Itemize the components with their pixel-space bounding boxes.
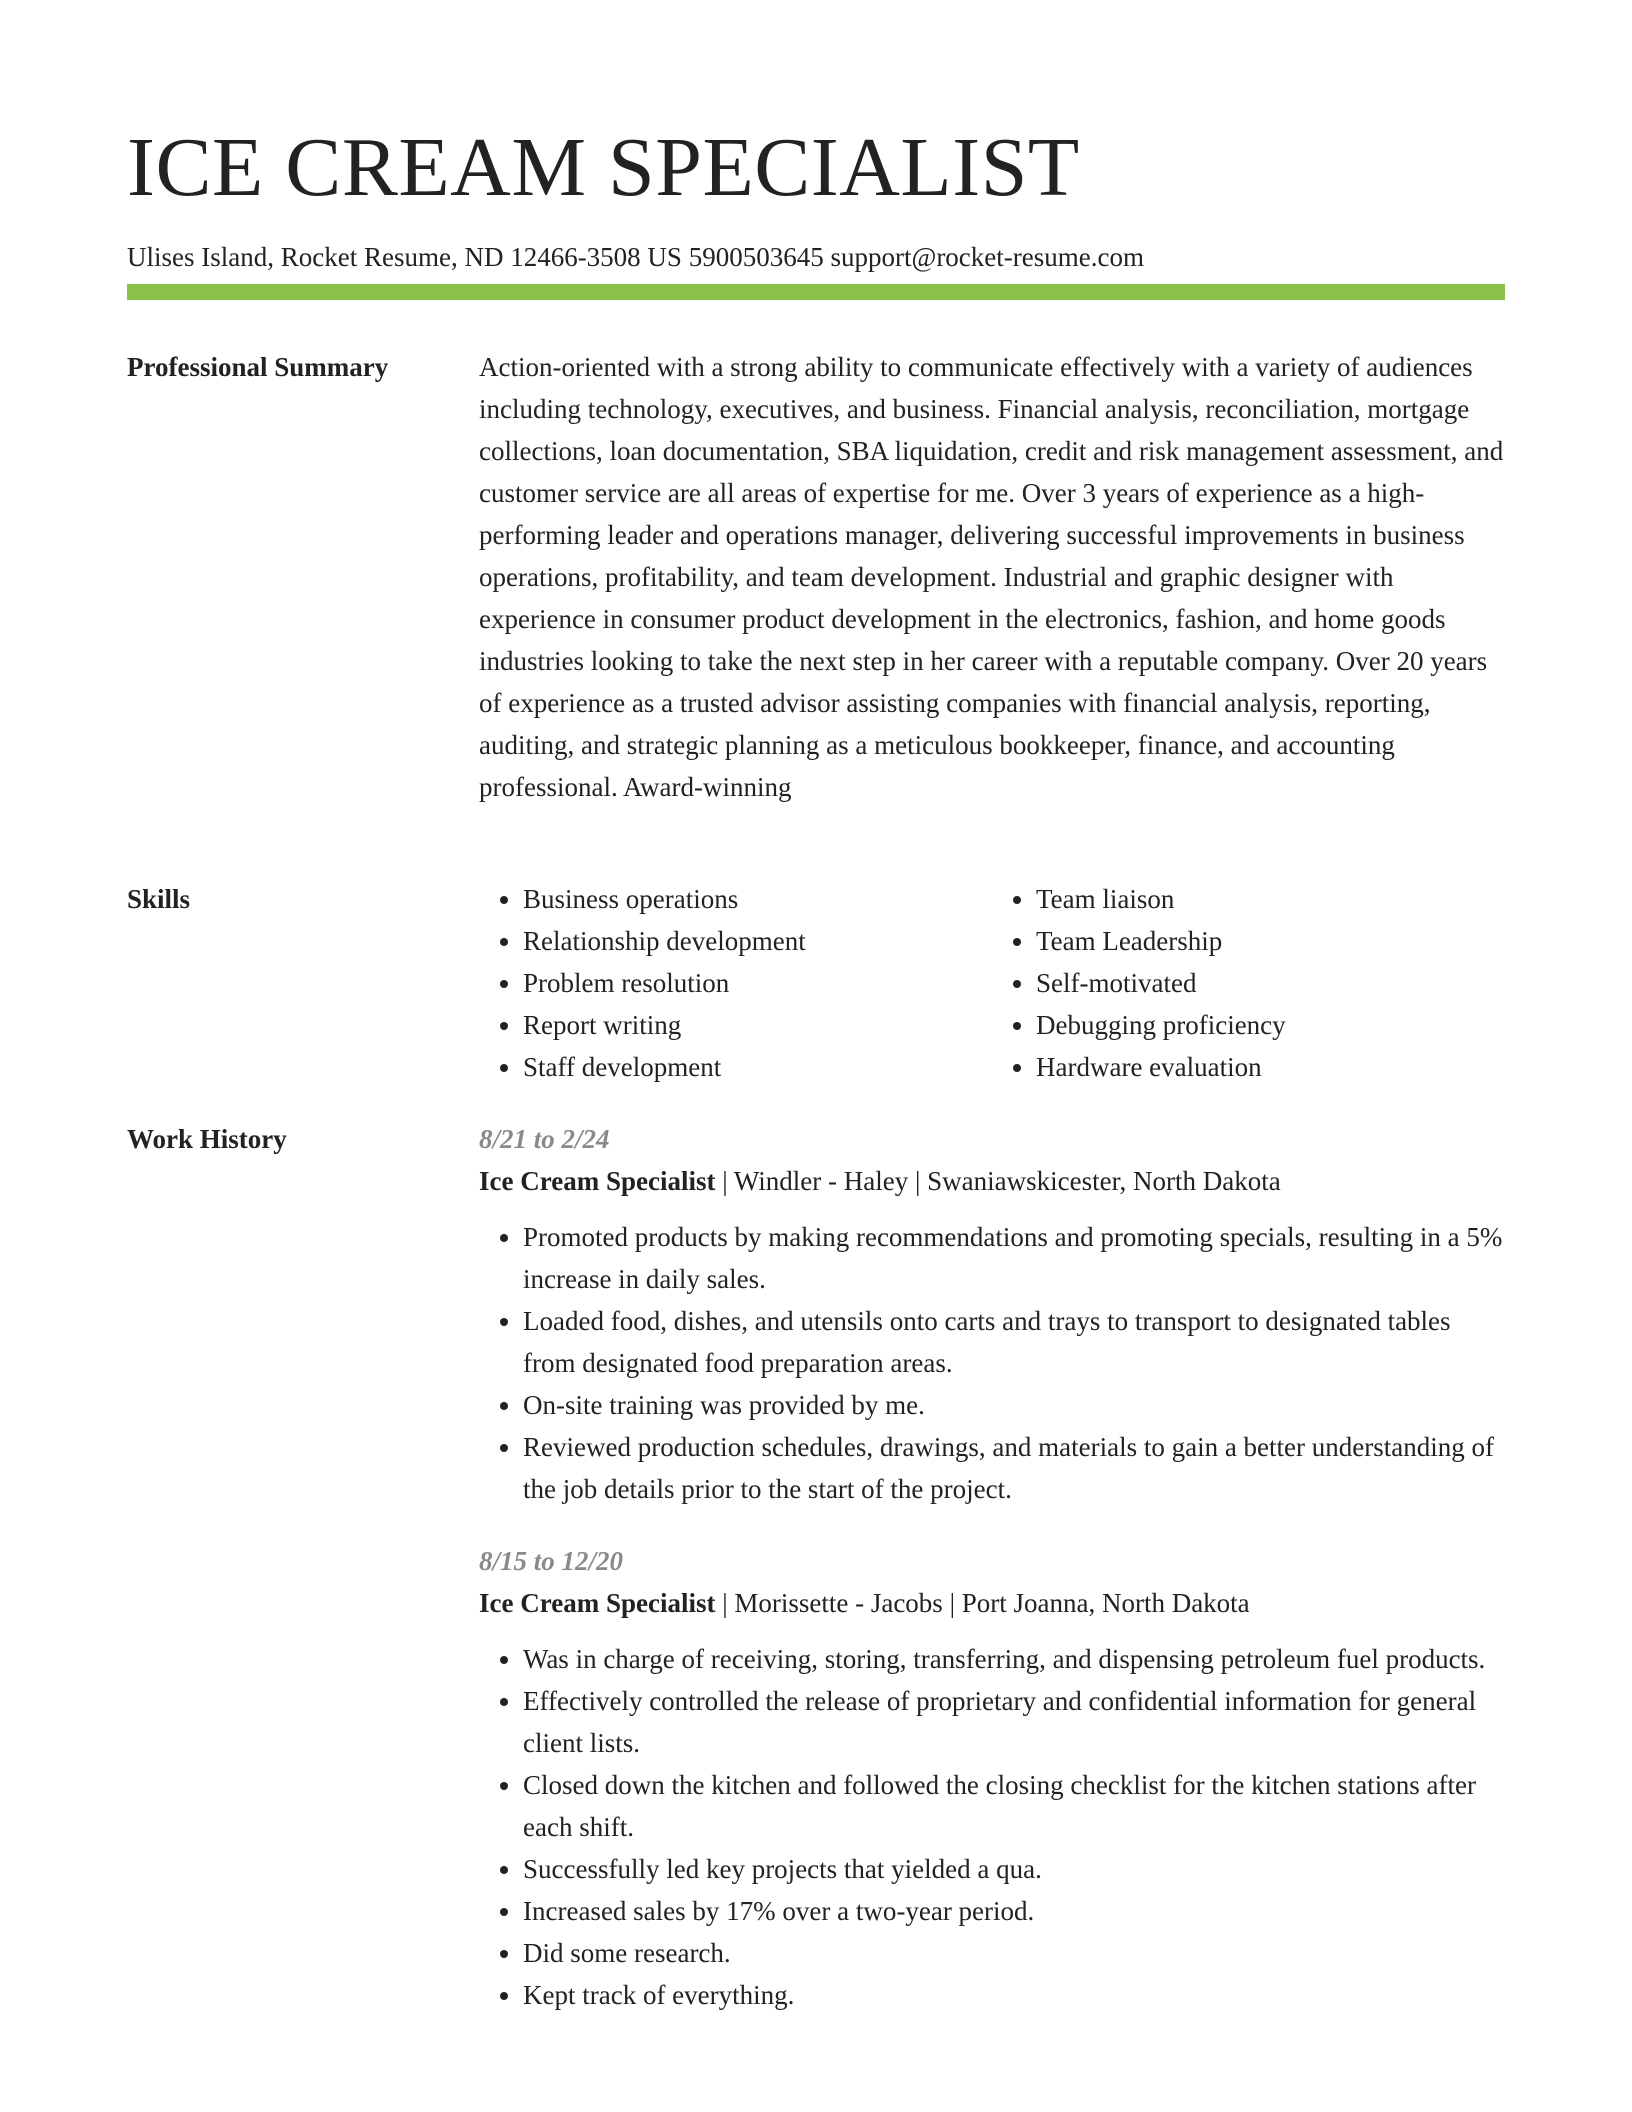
- skill-item: • Relationship development: [523, 920, 992, 962]
- skill-item: • Debugging proficiency: [1036, 1004, 1505, 1046]
- job-employer-location: | Morissette - Jacobs | Port Joanna, North Dakota: [715, 1588, 1250, 1618]
- job-dates: 8/15 to 12/20: [479, 1546, 624, 1576]
- job-bullet: • Reviewed production schedules, drawings, and materials to gain a better understanding of the job details prior to the start of the project.: [523, 1426, 1505, 1510]
- skills-grid: [479, 878, 1505, 1088]
- job-bullet: • Increased sales by 17% over a two-year period.: [523, 1890, 1505, 1932]
- job-bullet: • Successfully led key projects that yielded a qua.: [523, 1848, 1505, 1890]
- job-bullet: • Did some research.: [523, 1932, 1505, 1974]
- summary-body: [479, 346, 1505, 808]
- skills-label: Skills: [127, 884, 191, 914]
- job-bullets: [479, 1216, 1505, 1510]
- job-bullet: • On-site training was provided by me.: [523, 1384, 1505, 1426]
- summary-label: Professional Summary: [127, 352, 389, 382]
- skill-item: • Staff development: [523, 1046, 992, 1088]
- job-employer-location: | Windler - Haley | Swaniawskicester, North Dakota: [715, 1166, 1281, 1196]
- skills-column-right: [992, 878, 1505, 1088]
- job-bullet: • Closed down the kitchen and followed the closing checklist for the kitchen stations after each shift.: [523, 1764, 1505, 1848]
- accent-divider: [127, 284, 1505, 300]
- job-dates: 8/21 to 2/24: [479, 1124, 610, 1154]
- skills-column-left: [479, 878, 992, 1088]
- job-entry: [479, 1118, 1505, 1510]
- job-bullet: • Kept track of everything.: [523, 1974, 1505, 2016]
- skill-item: • Team Leadership: [1036, 920, 1505, 962]
- skill-item: • Hardware evaluation: [1036, 1046, 1505, 1088]
- job-title: Ice Cream Specialist: [479, 1588, 716, 1618]
- work-history-body: [479, 1118, 1505, 2046]
- work-history-label: Work History: [127, 1124, 287, 1154]
- skill-item: • Report writing: [523, 1004, 992, 1046]
- resume-title: ICE CREAM SPECIALIST: [127, 121, 1080, 214]
- job-bullet: • Promoted products by making recommendations and promoting specials, resulting in a 5% increase in daily sales.: [523, 1216, 1505, 1300]
- skill-item: • Self-motivated: [1036, 962, 1505, 1004]
- job-bullet: • Loaded food, dishes, and utensils onto carts and trays to transport to designated tables from designated food preparation areas.: [523, 1300, 1505, 1384]
- skill-item: • Business operations: [523, 878, 992, 920]
- resume-header: [127, 118, 1505, 274]
- summary-text: Action-oriented with a strong ability to communicate effectively with a variety of audiences including technology, executives, and business. Financial analysis, reconciliation, mortgage collections, loan documentation, SBA liquidation, credit and risk management assessment, and customer service are all areas of expertise for me. Over 3 years of experience as a high-performing leader and operations manager, delivering successful improvements in business operations, profitability, and team development. Industrial and graphic designer with experience in consumer product development in the electronics, fashion, and home goods industries looking to take the next step in her career with a reputable company. Over 20 years of experience as a trusted advisor assisting companies with financial analysis, reporting, auditing, and strategic planning as a meticulous bookkeeper, finance, and accounting professional. Award-winning: [479, 352, 1504, 802]
- contact-info: Ulises Island, Rocket Resume, ND 12466-3508 US 5900503645 support@rocket-resume.com: [127, 242, 1144, 272]
- job-heading: [479, 1582, 1505, 1624]
- job-bullet: • Effectively controlled the release of proprietary and confidential information for general client lists.: [523, 1680, 1505, 1764]
- job-entry: [479, 1540, 1505, 2016]
- skill-item: • Problem resolution: [523, 962, 992, 1004]
- job-heading: [479, 1160, 1505, 1202]
- skill-item: • Team liaison: [1036, 878, 1505, 920]
- job-bullet: • Was in charge of receiving, storing, transferring, and dispensing petroleum fuel products.: [523, 1638, 1505, 1680]
- job-title: Ice Cream Specialist: [479, 1166, 716, 1196]
- skills-body: [479, 878, 1505, 1088]
- job-bullets: [479, 1638, 1505, 2016]
